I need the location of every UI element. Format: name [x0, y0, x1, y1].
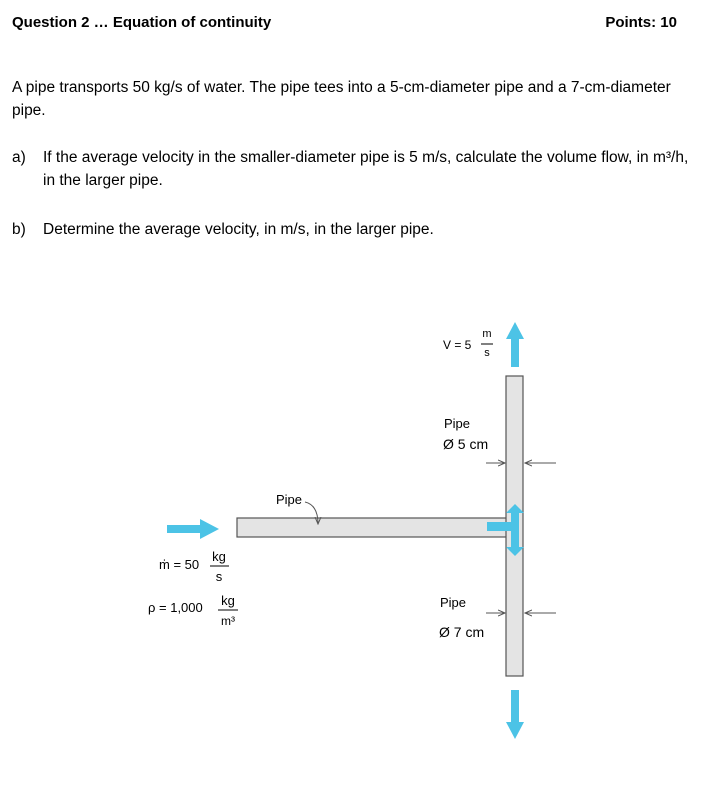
velocity-unit-num: m [482, 328, 492, 340]
outlet-up-arrow-icon [506, 322, 524, 367]
density-unit-num: kg [221, 593, 235, 608]
question-b-text: Determine the average velocity, in m/s, in the larger pipe. [43, 221, 434, 238]
question-title: Question 2 … Equation of continuity [12, 14, 272, 31]
question-a-label: a) [12, 149, 26, 166]
large-pipe-diameter: Ø 7 cm [439, 624, 485, 640]
question-a-text: If the average velocity in the smaller-diameter pipe is 5 m/s, calculate the volume flow, in m³/h, in the larger pipe. [43, 149, 689, 189]
main-pipe [237, 518, 507, 537]
main-pipe-label: Pipe [276, 492, 303, 507]
outlet-down-arrow-icon [506, 690, 524, 739]
mass-flow-label: ṁ = 50 [159, 557, 200, 572]
question-b-label: b) [12, 221, 26, 238]
density-label: ρ = 1,000 [148, 600, 203, 615]
inlet-flow-arrow-icon [167, 519, 219, 539]
small-pipe-label: Pipe [444, 416, 471, 431]
mass-flow-unit-num: kg [212, 549, 226, 564]
problem-statement: A pipe transports 50 kg/s of water. The pipe tees into a 5-cm-diameter pipe and a 7-cm-diameter pipe. [12, 79, 671, 119]
density-unit-den: m³ [221, 614, 235, 628]
mass-flow-unit-den: s [215, 569, 223, 584]
large-pipe-label: Pipe [440, 595, 467, 610]
points-label: Points: 10 [605, 14, 677, 31]
small-pipe-diameter: Ø 5 cm [443, 436, 489, 452]
velocity-unit-den: s [484, 347, 490, 359]
velocity-label: V = 5 [443, 338, 472, 352]
